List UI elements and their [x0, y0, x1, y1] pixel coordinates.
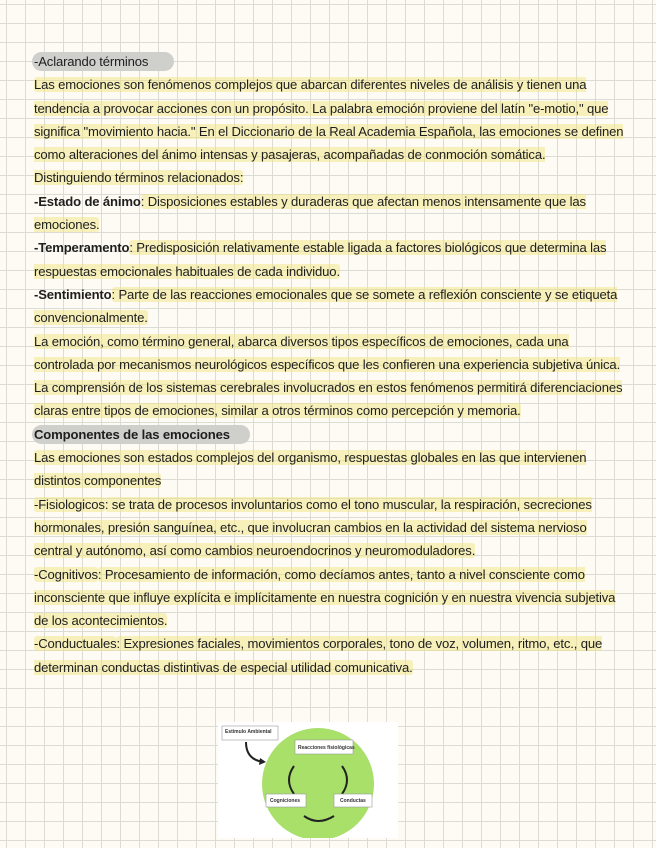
component-label: -Cognitivos	[34, 566, 98, 582]
component-definition: : se trata de procesos involuntarios como el tono muscular, la respiración, secreciones hormonales, presión sanguínea, etc., que involucran cambios en la actividad del sistema nervioso central y autónomo, así como cambios neuroendocrinos y neuromoduladores.	[34, 496, 592, 559]
section-heading-terms: -Aclarando términos	[32, 52, 174, 71]
term-definition: : Disposiciones estables y duraderas que afectan menos intensamente que las emociones.	[34, 193, 586, 233]
components-intro-text: Las emociones son estados complejos del organismo, respuestas globales en las que intervienen distintos componentes	[34, 450, 587, 489]
component-definition: : Procesamiento de información, como decíamos antes, tanto a nivel consciente como inconsciente que influye explícita e implícitamente en nuestra cognición y en nuestra vivencia subjetiva de los acontecimientos.	[34, 566, 616, 629]
term-label: -Temperamento	[34, 240, 130, 256]
term-label: -Estado de ánimo	[34, 193, 141, 209]
term-label: -Sentimiento	[34, 286, 112, 302]
intro-text: Las emociones son fenómenos complejos que abarcan diferentes niveles de análisis y tienen una tendencia a provocar acciones con un propósito. La palabra emoción proviene del latín "e-motio," que significa "movimiento hacia." En el Diccionario de la Real Academia Española, las emociones se definen como alteraciones del ánimo intensas y pasajeras, acompañadas de conmoción somática. Distinguiendo términos relacionados:	[34, 77, 624, 186]
behavioral-label: Conductas	[340, 798, 366, 804]
component-definition: : Expresiones faciales, movimientos corporales, tono de voz, volumen, ritmo, etc., que determinan conductas distintivas de especial utilidad comunicativa.	[34, 636, 603, 675]
closing-paragraph	[34, 330, 624, 423]
physiological-label: Reacciones fisiológicas	[298, 745, 355, 751]
emotion-components-diagram	[218, 722, 398, 838]
component-cognitive	[34, 563, 624, 633]
component-label: -Conductuales	[34, 636, 117, 652]
component-behavioral	[34, 632, 624, 679]
intro-paragraph	[34, 73, 624, 189]
term-definition: : Predisposición relativamente estable ligada a factores biológicos que determina las respuestas emocionales habituales de cada individuo.	[34, 240, 607, 279]
component-physiological	[34, 493, 624, 563]
term-definition: : Parte de las reacciones emocionales que se somete a reflexión consciente y se etiqueta convencionalmente.	[34, 286, 618, 326]
stimulus-label: Estímulo Ambiental	[225, 729, 272, 735]
term-temperament	[34, 236, 624, 283]
diagram-svg	[218, 722, 398, 838]
component-label: -Fisiologicos	[34, 496, 105, 512]
arrow-head	[259, 758, 266, 765]
cognitive-label: Cogniciones	[270, 798, 301, 804]
term-mood	[34, 190, 624, 237]
term-feeling	[34, 283, 624, 330]
document-body	[34, 50, 624, 679]
closing-text: La emoción, como término general, abarca diversos tipos específicos de emociones, cada una controlada por mecanismos neurológicos específicos que les confieren una experiencia subjetiva única. La comprensión de los sistemas cerebrales involucrados en estos fenómenos permitirá diferenciaciones claras entre tipos de emociones, similar a otros términos como percepción y memoria.	[34, 333, 623, 419]
components-intro	[34, 446, 624, 493]
section-heading-components: Componentes de las emociones	[32, 425, 250, 444]
